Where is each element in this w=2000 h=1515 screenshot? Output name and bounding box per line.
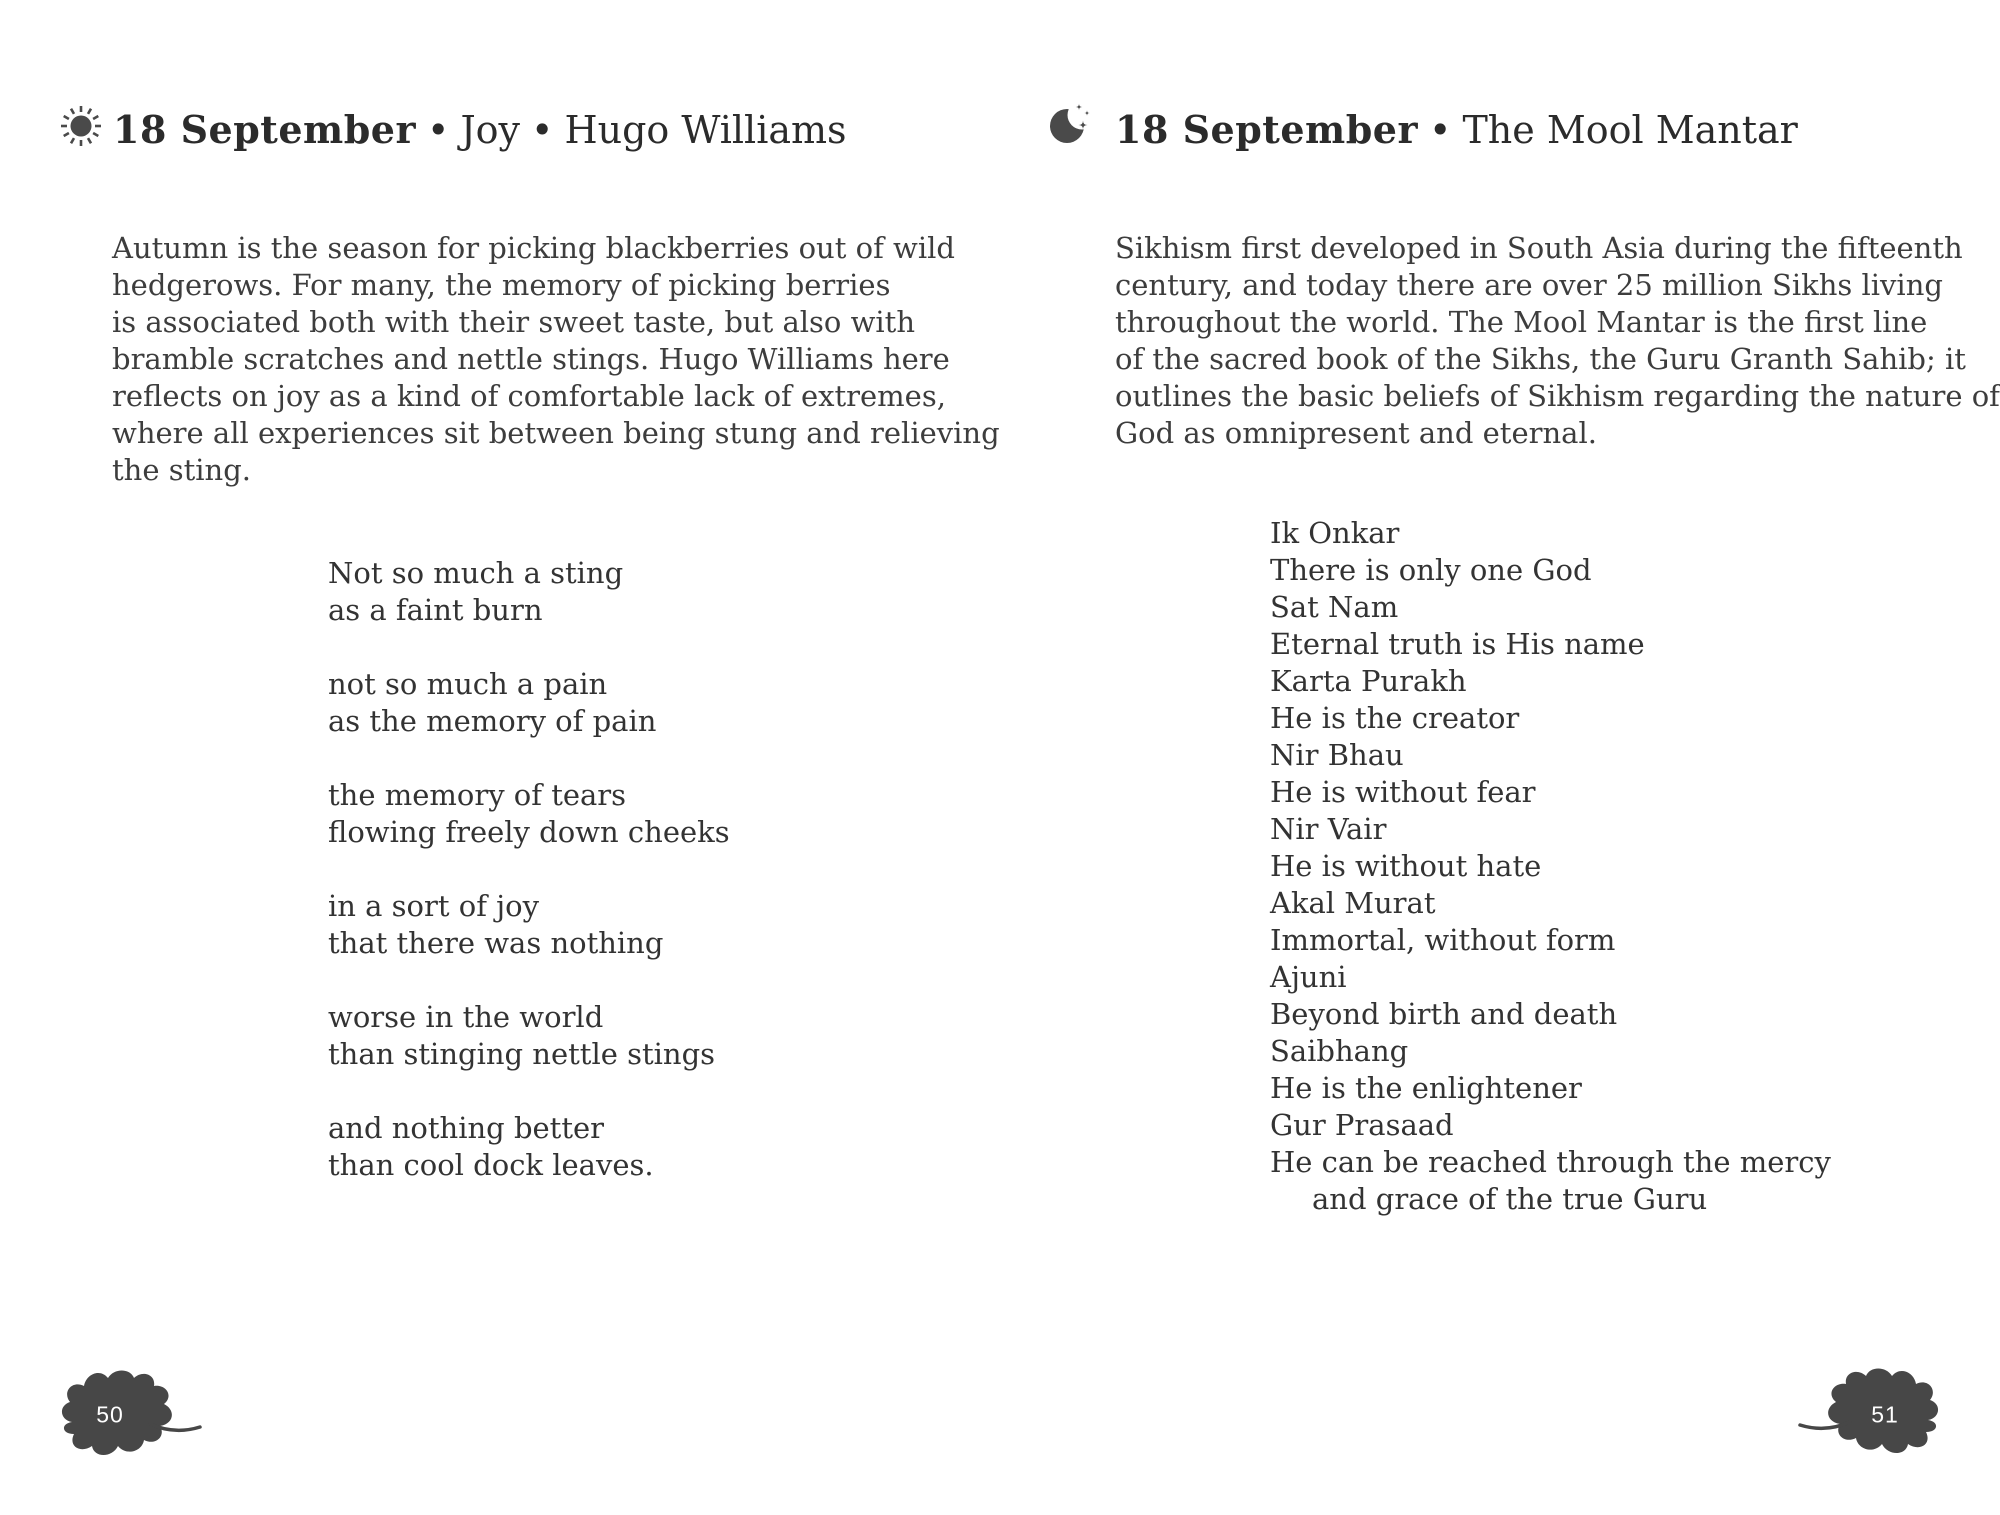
poem-stanza: [328, 1110, 730, 1184]
intro-line: Autumn is the season for picking blackberries out of wild: [112, 231, 955, 265]
poem: [328, 555, 730, 1221]
mantar-line: Nir Bhau: [1270, 738, 1404, 772]
intro-line: hedgerows. For many, the memory of picking berries: [112, 268, 891, 302]
mool-mantar: [1270, 515, 1831, 1218]
sun-icon: [58, 103, 104, 149]
header-title: The Mool Mantar: [1462, 108, 1798, 152]
header-topic: Joy: [460, 108, 521, 152]
poem-line: than cool dock leaves.: [328, 1148, 654, 1182]
left-page-header: [113, 107, 847, 153]
intro-line: is associated both with their sweet taste, but also with: [112, 305, 916, 339]
poem-line: than stinging nettle stings: [328, 1037, 716, 1071]
mantar-line: Karta Purakh: [1270, 664, 1467, 698]
intro-line: bramble scratches and nettle stings. Hugo Williams here: [112, 342, 950, 376]
mantar-line: Nir Vair: [1270, 812, 1387, 846]
mantar-line: Sat Nam: [1270, 590, 1399, 624]
poem-line: the memory of tears: [328, 778, 627, 812]
intro-paragraph: [112, 230, 1000, 489]
right-page-header: [1115, 107, 1798, 153]
intro-line: where all experiences sit between being stung and relieving: [112, 416, 1000, 450]
intro-line: Sikhism first developed in South Asia during the fifteenth: [1115, 231, 1963, 265]
header-author: Hugo Williams: [564, 108, 847, 152]
page-number: 51: [1871, 1401, 1899, 1428]
poem-line: flowing freely down cheeks: [328, 815, 730, 849]
oak-leaf-icon: [48, 1366, 208, 1462]
poem-stanza: [328, 777, 730, 851]
poem-stanza: [328, 666, 730, 740]
poem-line: as a faint burn: [328, 593, 543, 627]
page-number: 50: [96, 1401, 124, 1428]
mantar-line: Saibhang: [1270, 1034, 1409, 1068]
page-number-badge: [1792, 1364, 1952, 1460]
poem-line: and nothing better: [328, 1111, 605, 1145]
mantar-line: Akal Murat: [1270, 886, 1436, 920]
mantar-line: There is only one God: [1270, 553, 1592, 587]
intro-paragraph: [1115, 230, 2000, 452]
poem-stanza: [328, 999, 730, 1073]
mantar-line: and grace of the true Guru: [1312, 1182, 1708, 1216]
poem-line: Not so much a sting: [328, 556, 624, 590]
intro-line: reflects on joy as a kind of comfortable lack of extremes,: [112, 379, 946, 413]
poem-stanza: [328, 888, 730, 962]
mantar-line: He is without hate: [1270, 849, 1542, 883]
header-separator: •: [427, 108, 450, 152]
mantar-line: Ajuni: [1270, 960, 1347, 994]
header-separator: •: [1429, 108, 1452, 152]
intro-line: God as omnipresent and eternal.: [1115, 416, 1597, 450]
header-date: 18 September: [113, 107, 417, 152]
right-page: [1000, 0, 2000, 1515]
poem-line: in a sort of joy: [328, 889, 540, 923]
header-date: 18 September: [1115, 107, 1419, 152]
mantar-line: Ik Onkar: [1270, 516, 1400, 550]
intro-line: the sting.: [112, 453, 251, 487]
intro-line: of the sacred book of the Sikhs, the Guru Granth Sahib; it: [1115, 342, 1966, 376]
mantar-line: He is the enlightener: [1270, 1071, 1582, 1105]
mantar-line: Beyond birth and death: [1270, 997, 1618, 1031]
header-separator: •: [531, 108, 554, 152]
mantar-line: Immortal, without form: [1270, 923, 1616, 957]
poem-line: that there was nothing: [328, 926, 664, 960]
intro-line: outlines the basic beliefs of Sikhism regarding the nature of: [1115, 379, 2000, 413]
poem-stanza: [328, 555, 730, 629]
mantar-line: He is the creator: [1270, 701, 1520, 735]
mantar-line: He can be reached through the mercy: [1270, 1145, 1831, 1179]
moon-stars-icon: [1048, 100, 1094, 146]
mantar-line: He is without fear: [1270, 775, 1536, 809]
intro-line: century, and today there are over 25 million Sikhs living: [1115, 268, 1943, 302]
intro-line: throughout the world. The Mool Mantar is the first line: [1115, 305, 1928, 339]
poem-line: worse in the world: [328, 1000, 604, 1034]
page-number-badge: [48, 1366, 208, 1462]
poem-line: not so much a pain: [328, 667, 608, 701]
mantar-line: Eternal truth is His name: [1270, 627, 1645, 661]
mantar-line: Gur Prasaad: [1270, 1108, 1454, 1142]
poem-line: as the memory of pain: [328, 704, 657, 738]
